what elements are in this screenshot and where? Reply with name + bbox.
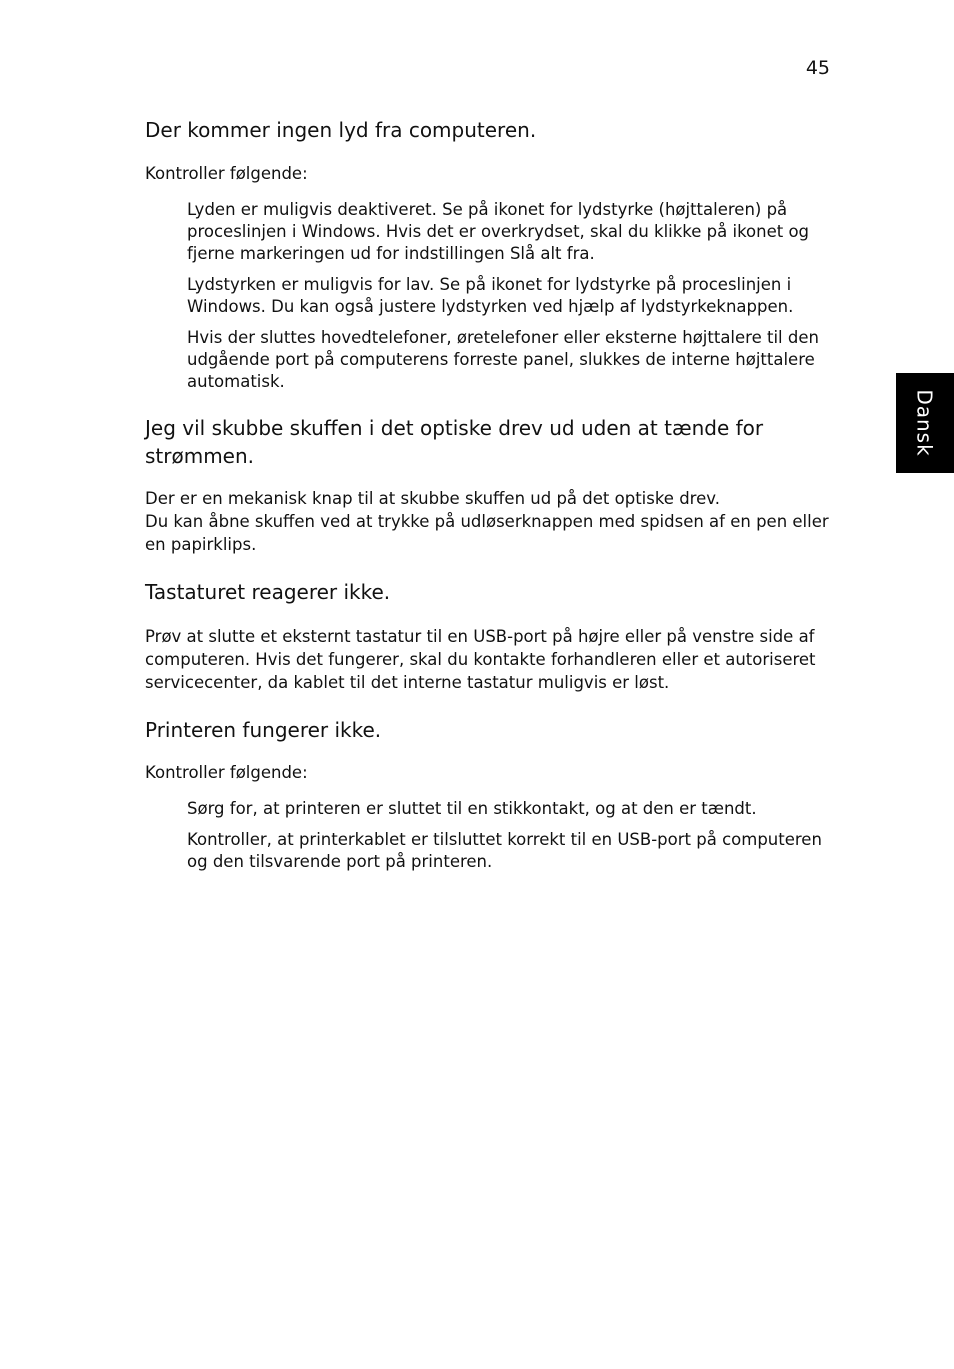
setting-name: Slå alt fra <box>509 244 590 263</box>
section-heading-optical-drive: Jeg vil skubbe skuffen i det optiske drev ud uden at tænde for strømmen. <box>145 416 764 468</box>
list-item: Hvis der sluttes hovedtelefoner, øretelefoner eller eksterne højttalere til den udgående port på computerens forreste panel, slukkes de interne højttalere automatisk. <box>187 328 819 391</box>
paragraph: Du kan åbne skuffen ved at trykke på udløserknappen med spidsen af en pen eller en papirklips. <box>145 512 829 554</box>
list-item: Kontroller, at printerkablet er tilsluttet korrekt til en USB-port på computeren og den tilsvarende port på printeren. <box>187 830 822 871</box>
list-item-text: Lyden er muligvis deaktiveret. Se på ikonet for lydstyrke (højttaleren) på proceslinjen i Windows. Hvis det er overkrydset, skal du klikke på ikonet og fjerne markeringen ud for indstillingen <box>187 200 810 263</box>
section-heading-keyboard: Tastaturet reagerer ikke. <box>145 580 391 604</box>
list-item <box>187 199 837 265</box>
section-heading-printer: Printeren fungerer ikke. <box>145 718 382 742</box>
page-number: 45 <box>805 57 830 79</box>
list-item: Sørg for, at printeren er sluttet til en stikkontakt, og at den er tændt. <box>187 799 757 818</box>
section-intro: Kontroller følgende: <box>145 164 308 183</box>
language-tab <box>896 373 954 473</box>
list-item: Lydstyrken er muligvis for lav. Se på ikonet for lydstyrke på proceslinjen i Windows. Du kan også justere lydstyrken ved hjælp af lydstyrkeknappen. <box>187 275 794 316</box>
section-intro: Kontroller følgende: <box>145 763 308 782</box>
section-heading-no-sound: Der kommer ingen lyd fra computeren. <box>145 118 537 142</box>
list-item-tail: . <box>589 244 595 263</box>
paragraph: Prøv at slutte et eksternt tastatur til en USB-port på højre eller på venstre side af computeren. Hvis det fungerer, skal du kontakte forhandleren eller et autoriseret servicecenter, da kablet til det interne tastatur muligvis er løst. <box>145 627 816 692</box>
language-tab-label: Dansk <box>913 389 937 457</box>
paragraph-line: Der er en mekanisk knap til at skubbe skuffen ud på det optiske drev. <box>145 489 720 508</box>
